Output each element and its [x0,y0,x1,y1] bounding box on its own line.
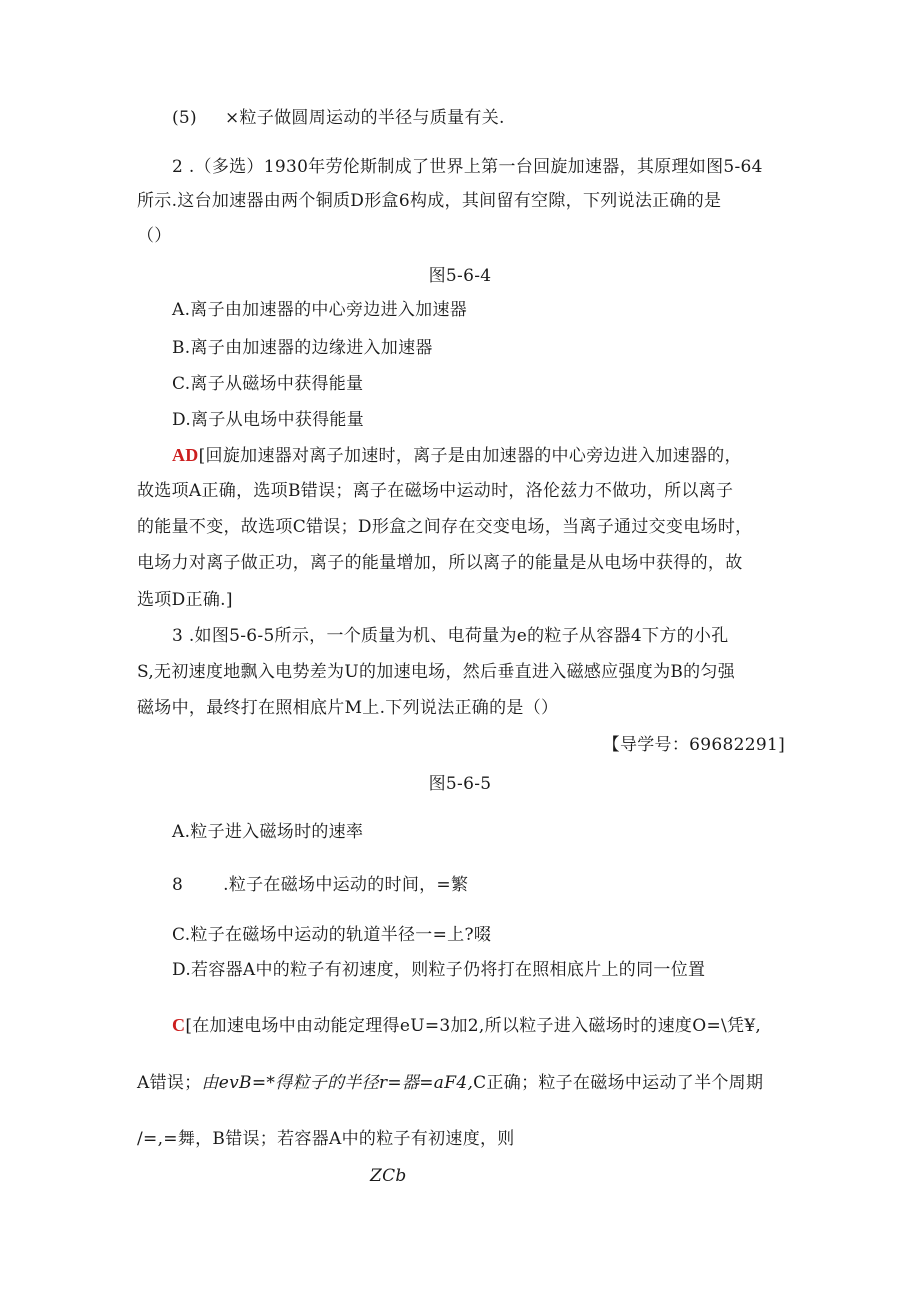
q3-figure-caption: 图5-6-5 [428,774,492,794]
q2-explanation-line-4: 电场力对离子做正功，离子的能量增加，所以离子的能量是从电场中获得的，故 [137,553,743,573]
q3-explanation-line-2 [137,1071,763,1095]
q3-explanation-text-2a: A错误； [137,1073,202,1093]
q2-explanation-line-3: 的能量不变，故选项C错误；D形盒之间存在交变电场，当离子通过交变电场时， [137,517,753,537]
q3-explanation-line-1 [172,1013,761,1038]
q2-explanation-line-1 [172,443,742,468]
q3-answer: C [172,1015,186,1035]
q2-stem-line-2: 所示.这台加速器由两个铜质D形盒6构成，其间留有空隙，下列说法正确的是 [137,191,722,211]
q3-option-a: A.粒子进入磁场时的速率 [172,822,364,842]
q2-option-d: D.离子从电场中获得能量 [172,410,365,430]
q3-explanation-text-1: [在加速电场中由动能定理得eU=3加2,所以粒子进入磁场时的速度O=\凭¥, [185,1016,762,1036]
q3-explanation-line-3: /=,=舞，B错误；若容器A中的粒子有初速度，则 [137,1129,515,1149]
q1-item-5 [172,106,505,130]
q3-option-c: C.粒子在磁场中运动的轨道半径一=上?啜 [172,925,492,945]
q3-formula-fragment: ZCb [370,1166,407,1186]
item-text: ×粒子做圆周运动的半径与质量有关. [224,108,505,128]
q3-stem-line-3: 磁场中，最终打在照相底片M上.下列说法正确的是（） [137,698,559,718]
q2-stem-line-3: （） [137,226,172,246]
q3-option-b [172,873,468,897]
q2-figure-caption: 图5-6-4 [428,266,492,286]
item-number: (5) [172,108,197,128]
q3-stem-line-2: S,无初速度地飘入电势差为U的加速电场，然后垂直进入磁感应强度为B的匀强 [137,662,736,682]
q2-option-b: B.离子由加速器的边缘进入加速器 [172,338,433,358]
q2-explanation-text-1: [回旋加速器对离子加速时，离子是由加速器的中心旁边进入加速器的， [198,446,742,466]
q3-option-d: D.若容器A中的粒子有初速度，则粒子仍将打在照相底片上的同一位置 [172,960,706,980]
q2-explanation-line-2: 故选项A正确，选项B错误；离子在磁场中运动时，洛伦兹力不做功，所以离子 [137,481,734,501]
q3-explanation-text-2c: C正确；粒子在磁场中运动了半个周期 [473,1073,764,1093]
q3-option-b-number: 8 [172,875,184,895]
q2-option-c: C.离子从磁场中获得能量 [172,374,364,394]
q2-explanation-line-5: 选项D正确.] [137,590,233,610]
q3-reference-number: 【导学号：69682291] [602,735,785,755]
q3-explanation-text-2b: 由evB=*得粒子的半径r=器=aF4, [201,1073,474,1093]
q2-answer: AD [172,445,199,465]
q3-stem-line-1: 3 .如图5-6-5所示，一个质量为机、电荷量为e的粒子从容器4下方的小孔 [172,626,729,646]
q2-option-a: A.离子由加速器的中心旁边进入加速器 [172,300,468,320]
q2-stem-line-1: 2 .（多选）1930年劳伦斯制成了世界上第一台回旋加速器，其原理如图5-64 [172,157,763,177]
q3-option-b-text: .粒子在磁场中运动的时间，=繁 [223,875,469,895]
